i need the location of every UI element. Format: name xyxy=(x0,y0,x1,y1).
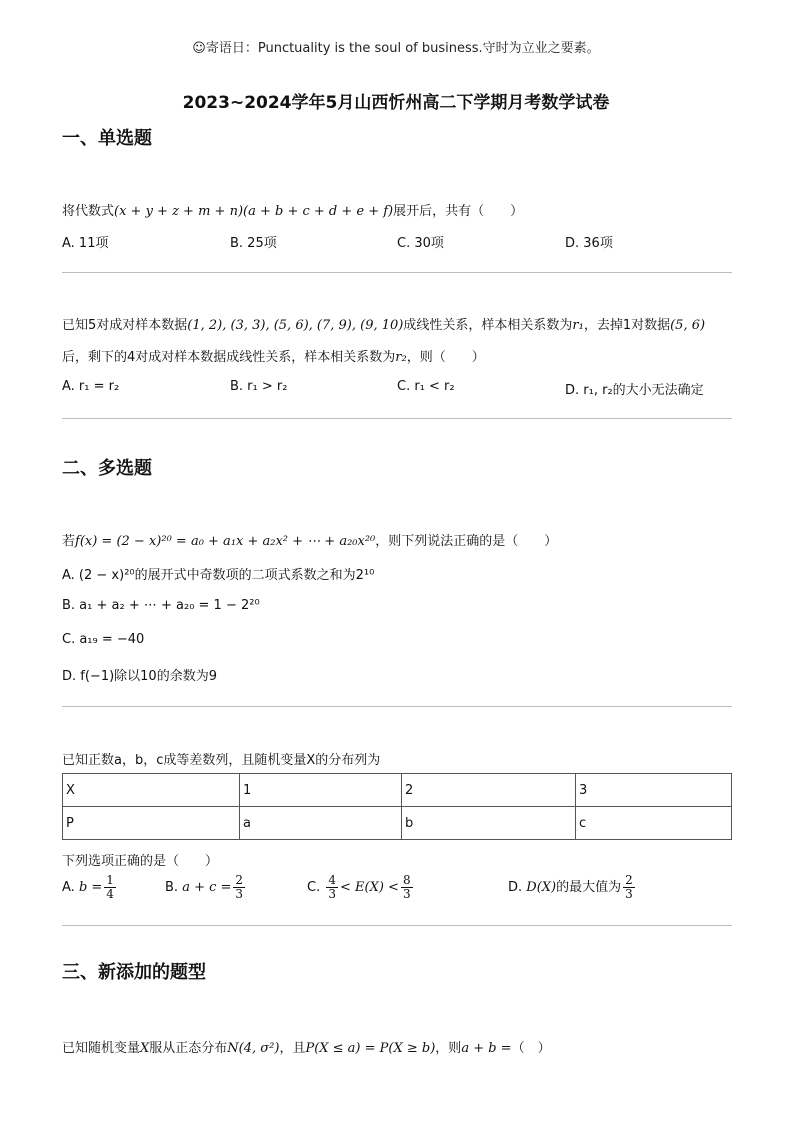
divider xyxy=(62,925,732,926)
option-math: b = xyxy=(78,880,103,895)
section-heading-new-types: 三、新添加的题型 xyxy=(62,962,206,983)
question-3-stem xyxy=(62,530,557,549)
motto-line: ☺寄语日：Punctuality is the soul of business.守时为立业之要素。 xyxy=(192,41,600,56)
question-4-option-d xyxy=(508,874,637,901)
question-2-data-points: (1, 2), (3, 3), (5, 6), (7, 9), (9, 10) xyxy=(187,318,404,333)
question-2-line-2 xyxy=(62,346,485,365)
divider xyxy=(62,418,732,419)
question-4-option-c xyxy=(307,874,415,901)
fraction xyxy=(623,874,635,901)
question-2-line-1 xyxy=(62,314,705,333)
option-label: A. xyxy=(62,880,75,895)
section-heading-multiple-choice: 二、多选题 xyxy=(62,458,152,479)
option-text: 的最大值为 xyxy=(556,880,622,895)
denominator: 3 xyxy=(235,887,244,901)
question-4-stem: 已知正数a，b，c成等差数列，且随机变量X的分布列为 xyxy=(62,753,381,768)
denominator: 3 xyxy=(328,887,336,901)
question-3-text: 若 xyxy=(62,534,76,549)
question-5-text: ，则 xyxy=(435,1041,462,1056)
question-2-r2: r₂ xyxy=(395,350,407,365)
numerator: 2 xyxy=(235,873,244,887)
question-2-text: ，则（ ） xyxy=(406,350,485,365)
divider xyxy=(62,272,732,273)
table-row xyxy=(63,807,732,840)
question-5-math: P(X ≤ a) = P(X ≥ b) xyxy=(305,1041,436,1056)
question-4-option-a xyxy=(62,874,118,901)
fraction xyxy=(233,874,245,901)
numerator: 1 xyxy=(106,873,114,887)
option-math: D(X) xyxy=(526,880,557,895)
fraction xyxy=(326,874,338,901)
numerator: 2 xyxy=(625,873,633,887)
question-1-option-d: D. 36项 xyxy=(565,236,613,251)
question-2-option-a: A. r₁ = r₂ xyxy=(62,379,120,394)
question-1-stem xyxy=(62,200,523,219)
question-5-math: a + b = xyxy=(461,1041,512,1056)
question-1-option-a: A. 11项 xyxy=(62,236,109,251)
question-4-option-b xyxy=(165,874,247,901)
question-1-option-b: B. 25项 xyxy=(230,236,277,251)
question-1-expression: (x + y + z + m + n)(a + b + c + d + e + f) xyxy=(114,204,394,219)
question-3-option-b: B. a₁ + a₂ + ⋯ + a₂₀ = 1 − 2²⁰ xyxy=(62,598,260,613)
question-5-math: N(4, σ²) xyxy=(227,1041,280,1056)
question-5-stem xyxy=(62,1037,551,1056)
page-title: 2023~2024学年5月山西忻州高二下学期月考数学试卷 xyxy=(182,93,610,113)
section-heading-single-choice: 一、单选题 xyxy=(62,128,152,149)
table-cell: 1 xyxy=(240,774,402,807)
question-5-text: 已知随机变量 xyxy=(62,1041,141,1056)
table-cell: P xyxy=(63,807,240,840)
question-1-option-c: C. 30项 xyxy=(397,236,444,251)
question-3-option-d: D. f(−1)除以10的余数为9 xyxy=(62,669,217,684)
question-3-option-a: A. (2 − x)²⁰的展开式中奇数项的二项式系数之和为2¹⁰ xyxy=(62,568,375,583)
option-label: B. xyxy=(165,880,179,895)
option-math: < E(X) < xyxy=(340,880,399,895)
option-label: D. xyxy=(508,880,523,895)
question-1-stem-post: 展开后，共有（ ） xyxy=(393,204,524,219)
denominator: 3 xyxy=(625,887,633,901)
question-5-text: ，且 xyxy=(279,1041,306,1056)
question-2-text: 成线性关系，样本相关系数为 xyxy=(403,318,573,333)
question-2-removed-point: (5, 6) xyxy=(670,318,706,333)
question-2-text: 已知5对成对样本数据 xyxy=(62,318,188,333)
question-3-expansion: f(x) = (2 − x)²⁰ = a₀ + a₁x + a₂x² + ⋯ + a₂₀x²⁰ xyxy=(75,534,376,549)
distribution-table xyxy=(62,773,732,840)
question-2-r1: r₁ xyxy=(572,318,584,333)
question-1-stem-pre: 将代数式 xyxy=(62,204,115,219)
divider xyxy=(62,706,732,707)
table-cell: X xyxy=(63,774,240,807)
question-3-option-c: C. a₁₉ = −40 xyxy=(62,632,145,647)
question-5-text: 服从正态分布 xyxy=(149,1041,228,1056)
denominator: 3 xyxy=(402,887,411,901)
question-5-math: X xyxy=(140,1041,150,1056)
numerator: 4 xyxy=(328,873,336,887)
option-math: a + c = xyxy=(182,880,232,895)
denominator: 4 xyxy=(106,887,114,901)
table-cell: a xyxy=(240,807,402,840)
table-row xyxy=(63,774,732,807)
question-3-text: ，则下列说法正确的是（ ） xyxy=(375,534,558,549)
question-2-option-d: D. r₁, r₂的大小无法确定 xyxy=(565,383,704,398)
fraction xyxy=(104,874,116,901)
option-label: C. xyxy=(307,880,321,895)
question-2-option-b: B. r₁ > r₂ xyxy=(230,379,288,394)
table-cell: b xyxy=(402,807,576,840)
question-5-text: （ ） xyxy=(511,1041,551,1056)
question-4-prompt: 下列选项正确的是（ ） xyxy=(62,854,219,869)
numerator: 8 xyxy=(402,873,411,887)
fraction xyxy=(401,874,413,901)
question-2-option-c: C. r₁ < r₂ xyxy=(397,379,455,394)
table-cell: c xyxy=(576,807,732,840)
question-2-text: 后，剩下的4对成对样本数据成线性关系，样本相关系数为 xyxy=(62,350,396,365)
table-cell: 2 xyxy=(402,774,576,807)
question-2-text: ，去掉1对数据 xyxy=(583,318,671,333)
table-cell: 3 xyxy=(576,774,732,807)
